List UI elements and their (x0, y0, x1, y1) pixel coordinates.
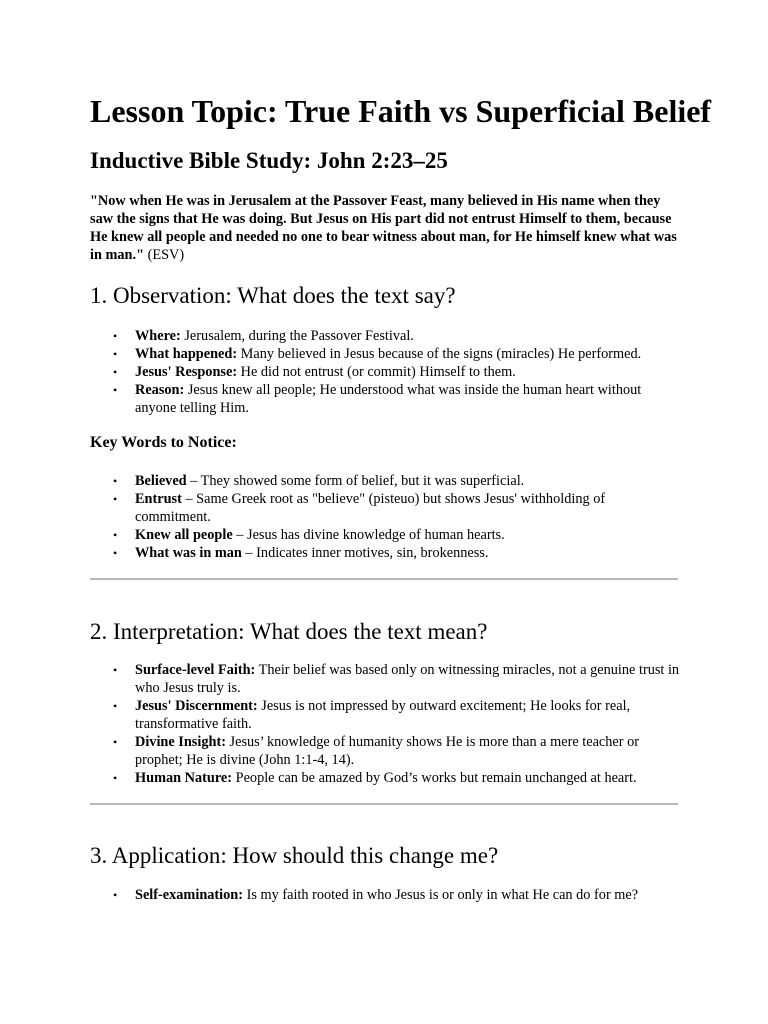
bullet-icon: • (113, 888, 118, 902)
list-item (113, 733, 680, 769)
list-item (113, 363, 680, 381)
item-text: Jesus is not impressed by outward excitement; He looks for real, transformative faith. (135, 698, 631, 732)
item-text: – They showed some form of belief, but it was superficial. (186, 473, 525, 489)
list-item (113, 472, 680, 490)
list-item (113, 544, 680, 562)
item-term: Surface-level Faith: (135, 662, 256, 678)
item-term: Self-examination: (135, 887, 244, 903)
item-text: Jerusalem, during the Passover Festival. (180, 328, 414, 344)
list-item (113, 526, 680, 544)
bullet-icon: • (113, 365, 118, 379)
observation-heading: 1. Observation: What does the text say? (90, 283, 456, 308)
bullet-icon: • (113, 329, 118, 343)
keywords-list (90, 472, 680, 562)
bullet-icon: • (113, 546, 118, 560)
item-text: – Same Greek root as "believe" (pisteuo) but shows Jesus' withholding of commitment. (135, 491, 606, 525)
bullet-icon: • (113, 735, 118, 749)
item-text: Jesus’ knowledge of humanity shows He is more than a mere teacher or prophet; He is divine (John 1:1-4, 14). (135, 734, 640, 768)
scripture-quote (90, 192, 680, 264)
bullet-icon: • (113, 699, 118, 713)
bullet-icon: • (113, 347, 118, 361)
item-term: Jesus' Response: (135, 364, 238, 380)
item-term: Believed (135, 473, 187, 489)
item-term: Entrust (135, 491, 182, 507)
bullet-icon: • (113, 474, 118, 488)
scripture-text: "Now when He was in Jerusalem at the Passover Feast, many believed in His name when they saw the signs that He was doing. But Jesus on His part did not entrust Himself to them, because He knew all people and needed no one to bear witness about man, for He himself knew what was in man." (90, 193, 677, 263)
item-term: What was in man (135, 545, 242, 561)
item-term: Human Nature: (135, 770, 233, 786)
interpretation-heading: 2. Interpretation: What does the text mean? (90, 619, 488, 644)
application-list (90, 886, 680, 904)
list-item (113, 661, 680, 697)
item-term: What happened: (135, 346, 238, 362)
bullet-icon: • (113, 383, 118, 397)
item-text: Is my faith rooted in who Jesus is or only in what He can do for me? (243, 887, 639, 903)
list-item (113, 697, 680, 733)
bullet-icon: • (113, 528, 118, 542)
lesson-title: Lesson Topic: True Faith vs Superficial Belief (90, 93, 712, 129)
list-item (113, 345, 680, 363)
section-divider (90, 803, 678, 805)
list-item (113, 886, 680, 904)
list-item (113, 769, 680, 787)
study-subtitle: Inductive Bible Study: John 2:23–25 (90, 148, 448, 173)
observation-list (90, 327, 680, 417)
item-term: Jesus' Discernment: (135, 698, 258, 714)
item-text: – Indicates inner motives, sin, brokenness. (241, 545, 489, 561)
bullet-icon: • (113, 771, 118, 785)
item-text: Their belief was based only on witnessing miracles, not a genuine trust in who Jesus truly is. (135, 662, 680, 696)
list-item (113, 327, 680, 345)
item-text: He did not entrust (or commit) Himself to them. (237, 364, 516, 380)
interpretation-list (90, 661, 680, 787)
keywords-heading: Key Words to Notice: (90, 434, 237, 451)
item-text: People can be amazed by God’s works but remain unchanged at heart. (232, 770, 637, 786)
bullet-icon: • (113, 492, 118, 506)
item-text: Many believed in Jesus because of the signs (miracles) He performed. (237, 346, 642, 362)
list-item (113, 490, 680, 526)
bullet-icon: • (113, 663, 118, 677)
section-divider (90, 578, 678, 580)
item-term: Where: (135, 328, 181, 344)
application-heading: 3. Application: How should this change me? (90, 843, 499, 868)
item-term: Divine Insight: (135, 734, 226, 750)
item-text: Jesus knew all people; He understood what was inside the human heart without anyone telling Him. (135, 382, 642, 416)
item-term: Reason: (135, 382, 185, 398)
item-term: Knew all people (135, 527, 233, 543)
item-text: – Jesus has divine knowledge of human hearts. (232, 527, 505, 543)
list-item (113, 381, 680, 417)
scripture-version: (ESV) (144, 247, 185, 263)
